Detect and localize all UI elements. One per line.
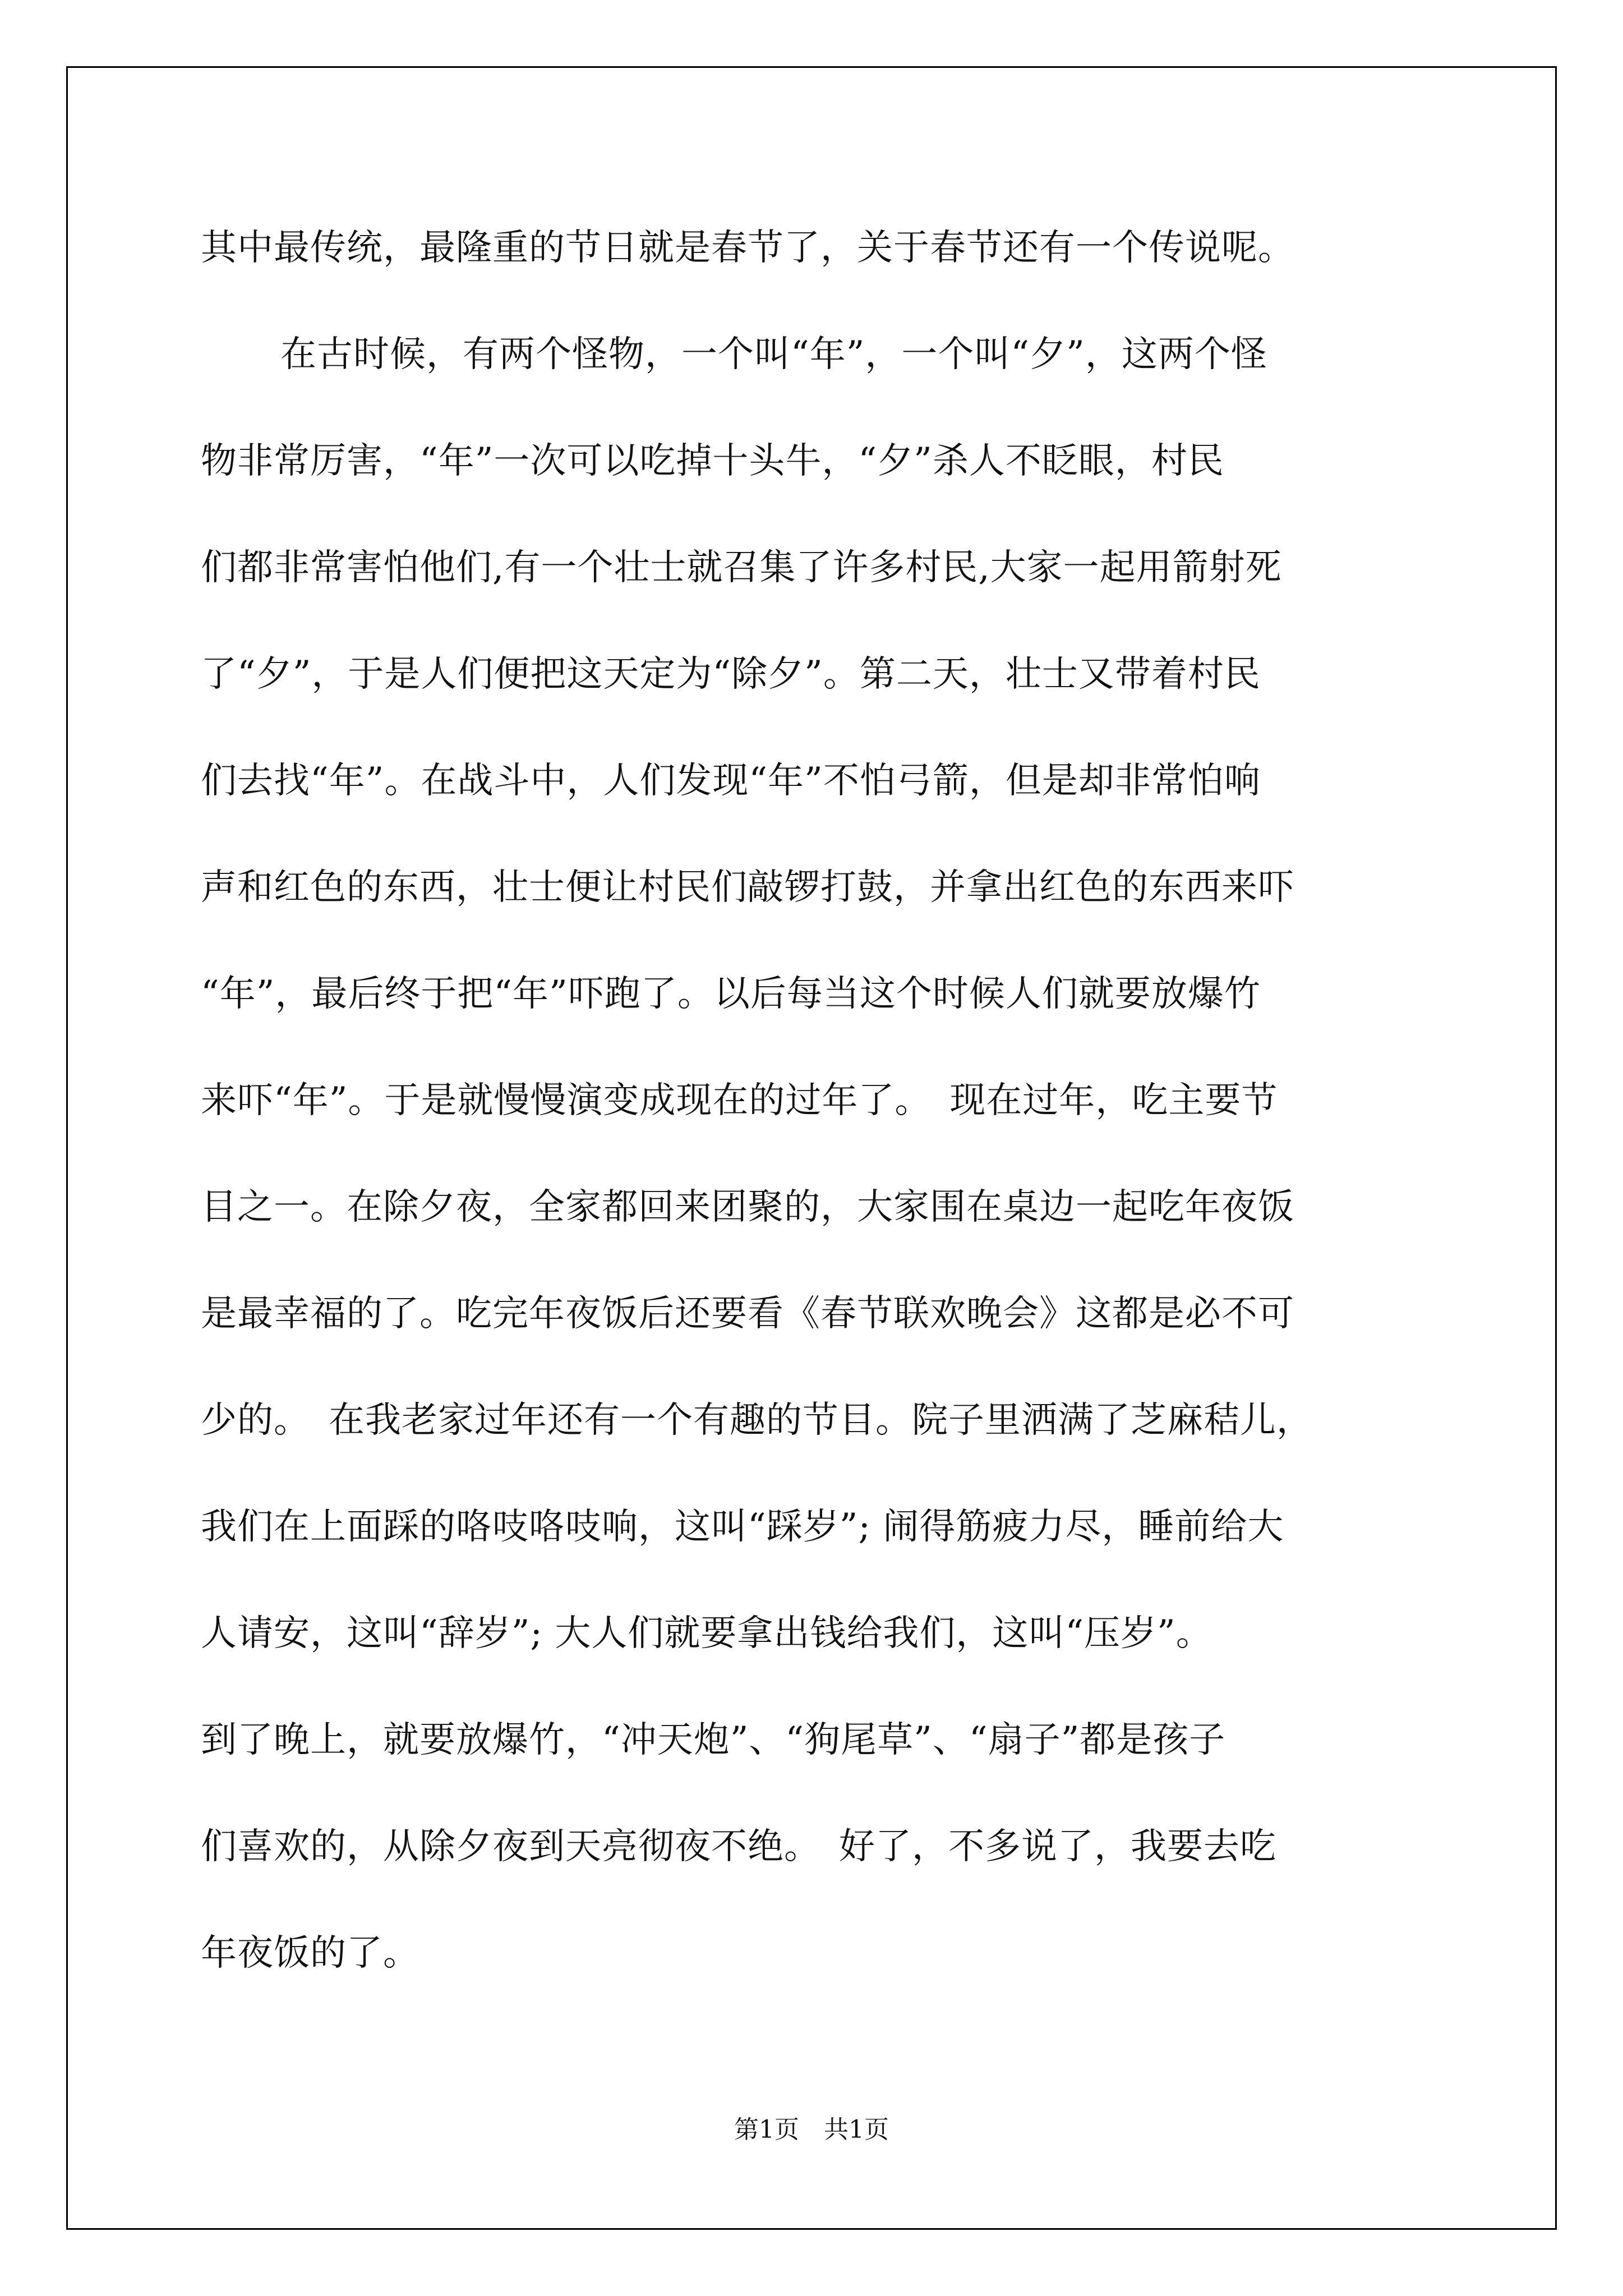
text-line-4: 们都非常害怕他们,有一个壮士就召集了许多村民,大家一起用箭射死 <box>201 547 1282 588</box>
text-line-1: 其中最传统，最隆重的节日就是春节了，关于春节还有一个传说呢。 <box>201 227 1294 269</box>
text-line-15: 到了晚上，就要放爆竹，“冲天炮”、“狗尾草”、“扇子”都是孩子 <box>201 1719 1226 1761</box>
text-line-10: 目之一。在除夕夜，全家都回来团聚的，大家围在桌边一起吃年夜饭 <box>201 1186 1294 1228</box>
text-line-2: 在古时候，有两个怪物，一个叫“年”，一个叫“夕”，这两个怪 <box>280 334 1267 375</box>
text-line-12: 少的。 在我老家过年还有一个有趣的节目。院子里洒满了芝麻秸儿， <box>201 1400 1313 1441</box>
page-number-total: 共1页 <box>824 2115 889 2144</box>
page-footer <box>0 2109 1623 2145</box>
text-line-11: 是最幸福的了。吃完年夜饭后还要看《春节联欢晚会》这都是必不可 <box>201 1293 1294 1335</box>
text-line-6: 们去找“年”。在战斗中，人们发现“年”不怕弓箭，但是却非常怕响 <box>201 760 1261 802</box>
text-line-8: “年”，最后终于把“年”吓跑了。以后每当这个时候人们就要放爆竹 <box>201 973 1261 1015</box>
text-line-13: 我们在上面踩的咯吱咯吱响，这叫“踩岁”; 闹得筋疲力尽，睡前给大 <box>201 1506 1284 1548</box>
text-line-14: 人请安，这叫“辞岁”; 大人们就要拿出钱给我们，这叫“压岁”。 <box>201 1613 1212 1654</box>
document-body <box>201 195 1435 2007</box>
text-line-9: 来吓“年”。于是就慢慢演变成现在的过年了。 现在过年，吃主要节 <box>201 1080 1278 1121</box>
text-line-5: 了“夕”，于是人们便把这天定为“除夕”。第二天，壮士又带着村民 <box>201 654 1261 695</box>
page-number-current: 第1页 <box>734 2115 799 2144</box>
text-line-3: 物非常厉害，“年”一次可以吃掉十头牛，“夕”杀人不眨眼，村民 <box>201 440 1224 482</box>
text-line-17: 年夜饭的了。 <box>201 1932 419 1974</box>
text-line-7: 声和红色的东西，壮士便让村民们敲锣打鼓，并拿出红色的东西来吓 <box>201 867 1294 908</box>
text-line-16: 们喜欢的，从除夕夜到天亮彻夜不绝。 好了，不多说了，我要去吃 <box>201 1826 1276 1867</box>
